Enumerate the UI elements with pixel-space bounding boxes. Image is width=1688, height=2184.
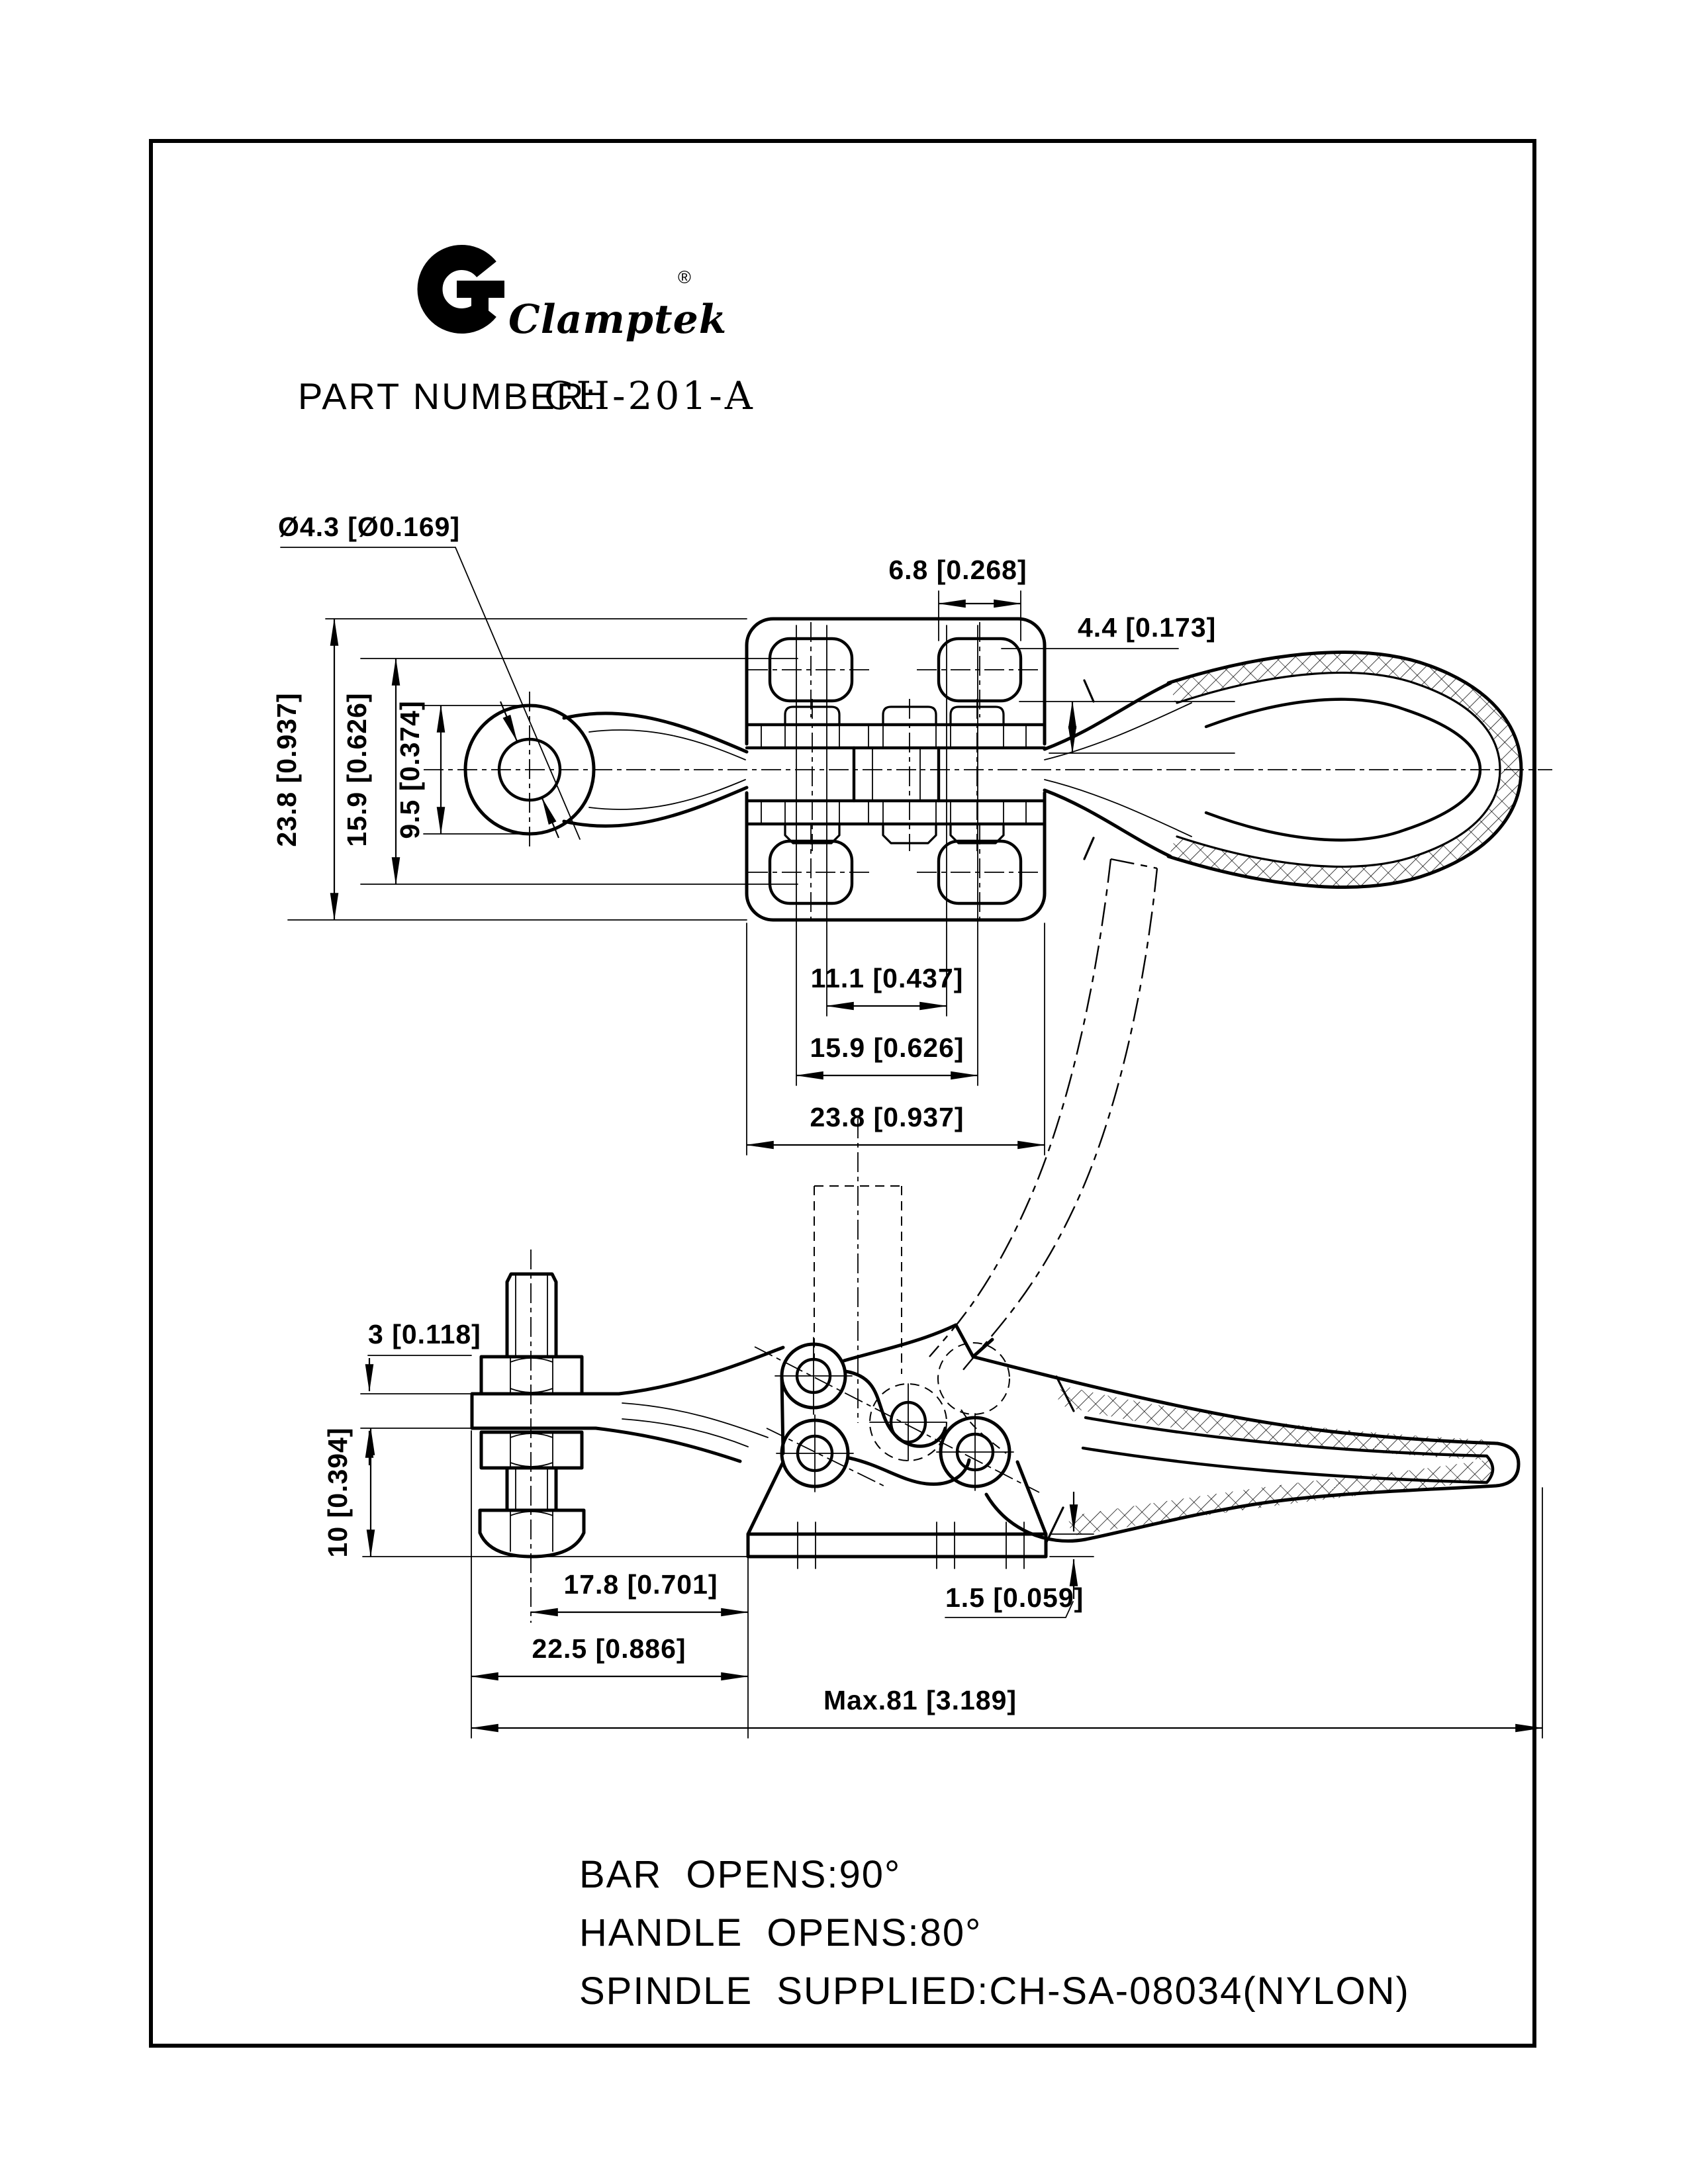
dim-base-thickness-label: 1.5 [0.059]: [945, 1582, 1084, 1613]
dim-spindle-to-base-label: 17.8 [0.701]: [563, 1569, 718, 1600]
dim-overall-width-label: 23.8 [0.937]: [810, 1102, 964, 1132]
dim-slot-edge-offset-label: 4.4 [0.173]: [1078, 612, 1217, 643]
logo-stub-icon: [471, 281, 489, 314]
dim-slot-width-label: 6.8 [0.268]: [888, 555, 1027, 585]
dim-bar-overhang-label: 22.5 [0.886]: [532, 1633, 686, 1664]
top-view: [271, 512, 1552, 1155]
side-view-linkage: [755, 1325, 1039, 1492]
dim-bar-eye-height-label: 9.5 [0.374]: [395, 700, 425, 839]
registered-mark: ®: [678, 267, 691, 287]
dim-overall-height-label: 23.8 [0.937]: [271, 692, 302, 847]
part-number-label: PART NUMBER:: [298, 375, 598, 417]
dim-bar-thickness-label: 3 [0.118]: [368, 1319, 481, 1349]
side-view-open-positions: [814, 859, 1157, 1423]
side-view-handle: [973, 1357, 1519, 1543]
side-view-base: [363, 1462, 1046, 1569]
top-view-plate: [747, 619, 1045, 1085]
note-bar-opens: BAR OPENS:90°: [579, 1853, 902, 1896]
dim-inner-hole-spacing-label: 11.1 [0.437]: [810, 963, 964, 993]
dim-hole-row-spacing-label: 15.9 [0.626]: [342, 692, 372, 847]
hex-nut: [481, 1432, 582, 1468]
top-view-hinge: [747, 699, 1045, 851]
side-view-dimensions: [322, 1319, 1542, 1738]
sheet-border: [151, 141, 1534, 2046]
part-number-value: CH-201-A: [544, 373, 755, 418]
side-view-spindle: [480, 1250, 584, 1623]
logo: [430, 257, 727, 343]
dim-spindle-below-bar-label: 10 [0.394]: [322, 1427, 353, 1558]
notes: [579, 1853, 1410, 2013]
hex-nut: [481, 1357, 582, 1394]
note-handle-opens: HANDLE OPENS:80°: [579, 1911, 982, 1954]
dim-hole-col-spacing-label: 15.9 [0.626]: [810, 1032, 964, 1063]
part-number: [298, 373, 755, 418]
top-view-dimensions: [271, 512, 1235, 1155]
brand-name: Clamptek: [508, 296, 727, 343]
dim-max-length-label: Max.81 [3.189]: [823, 1685, 1017, 1715]
dim-hole-diameter-label: Ø4.3 [Ø0.169]: [278, 512, 461, 542]
hex-nut: [480, 1510, 584, 1557]
side-view-bar: [472, 1347, 783, 1461]
note-spindle-supplied: SPINDLE SUPPLIED:CH-SA-08034(NYLON): [579, 1970, 1410, 2013]
